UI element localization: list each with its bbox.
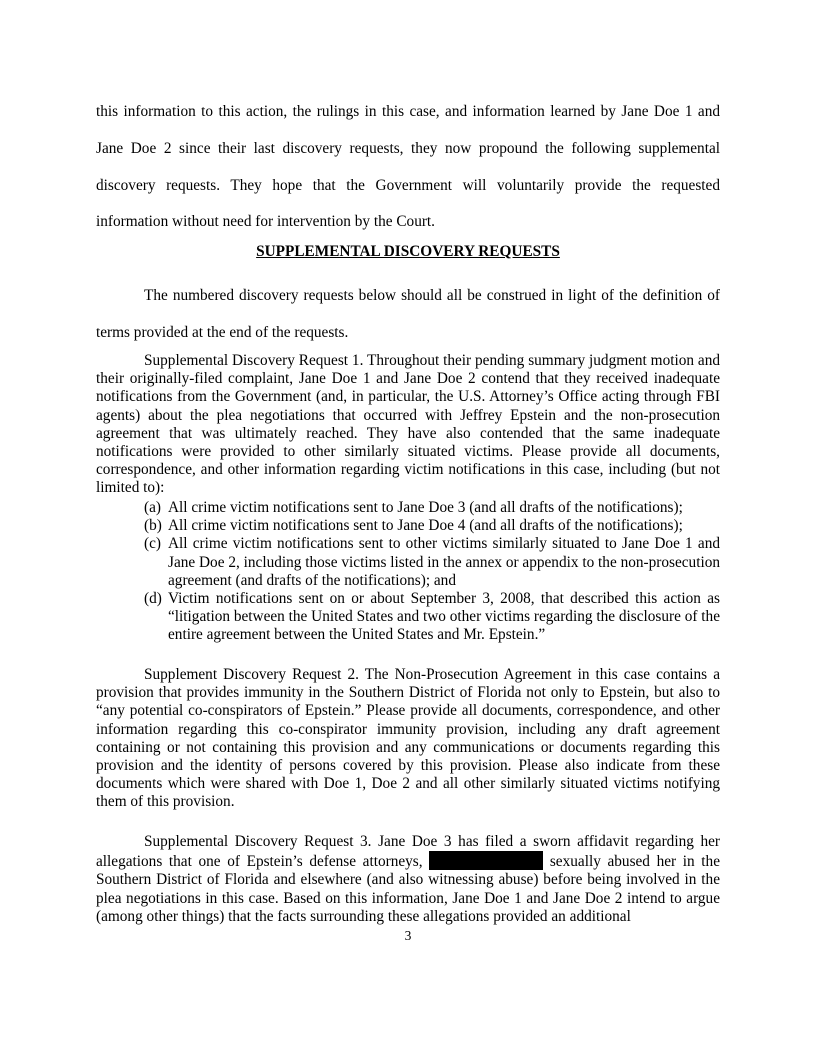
request-1-subitems bbox=[144, 499, 720, 645]
definitions-paragraph: The numbered discovery requests below should all be construed in light of the definition of terms provided at the end of the requests. bbox=[96, 287, 720, 341]
list-item-marker: (a) bbox=[144, 499, 161, 516]
list-item bbox=[144, 535, 720, 590]
redaction-bar bbox=[429, 851, 543, 870]
list-item bbox=[144, 590, 720, 645]
list-item-marker: (c) bbox=[144, 535, 161, 553]
list-item-marker: (d) bbox=[144, 590, 162, 608]
list-item-text: All crime victim notifications sent to Jane Doe 3 (and all drafts of the notifications); bbox=[168, 499, 683, 516]
discovery-request-3 bbox=[96, 833, 720, 926]
section-heading: SUPPLEMENTAL DISCOVERY REQUESTS bbox=[256, 243, 560, 260]
list-item-marker: (b) bbox=[144, 517, 162, 535]
list-item-text: Victim notifications sent on or about September 3, 2008, that described this action as “litigation between the United States and two other victims regarding the disclosure of the entire agreement between the United States and Mr. Epstein.” bbox=[168, 590, 720, 644]
request-3-text-after: sexually abused her in the Southern District of Florida and elsewhere (and also witnessing abuse) before being involved in the plea negotiations in this case. Based on this information, Jane Doe 1 and Jane Doe 2 intend to argue (among other things) that the facts surrounding these allegations provided an additional bbox=[96, 853, 720, 925]
page-number: 3 bbox=[404, 928, 412, 943]
list-item bbox=[144, 517, 720, 535]
list-item-text: All crime victim notifications sent to other victims similarly situated to Jane Doe 1 and Jane Doe 2, including those victims listed in the annex or appendix to the non-prosecution agreement (and drafts of the notifications); and bbox=[168, 535, 720, 589]
document-page bbox=[96, 0, 720, 1056]
request-3-text-before: Supplemental Discovery Request 3. Jane Doe 3 has filed a sworn affidavit regarding her allegations that one of Epstein’s defense attorneys, bbox=[96, 833, 720, 871]
list-item-text: All crime victim notifications sent to Jane Doe 4 (and all drafts of the notifications); bbox=[168, 517, 683, 535]
list-item bbox=[144, 499, 720, 517]
discovery-request-1: Supplemental Discovery Request 1. Throughout their pending summary judgment motion and their originally-filed complaint, Jane Doe 1 and Jane Doe 2 contend that they received inadequate notifications from the Government (and, in particular, the U.S. Attorney’s Office acting through FBI agents) about the plea negotiations that occurred with Jeffrey Epstein and the non-prosecution agreement that was ultimately reached. They have also contended that the same inadequate notifications were provided to other similarly situated victims. Please provide all documents, correspondence, and other information regarding victim notifications in this case, including (but not limited to): bbox=[96, 352, 720, 497]
intro-paragraph: this information to this action, the rulings in this case, and information learned by Jane Doe 1 and Jane Doe 2 since their last discovery requests, they now propound the following supplemental discovery requests. They hope that the Government will voluntarily provide the requested information without need for intervention by the Court. bbox=[96, 103, 720, 231]
discovery-request-2: Supplement Discovery Request 2. The Non-Prosecution Agreement in this case contains a provision that provides immunity in the Southern District of Florida not only to Epstein, but also to “any potential co-conspirators of Epstein.” Please provide all documents, correspondence, and other information regarding this co-conspirator immunity provision, including any draft agreement containing or not containing this provision and any communications or documents regarding this provision and the identity of persons covered by this provision. Please also indicate from these documents which were shared with Doe 1, Doe 2 and all other similarly situated victims notifying them of this provision. bbox=[96, 666, 720, 811]
